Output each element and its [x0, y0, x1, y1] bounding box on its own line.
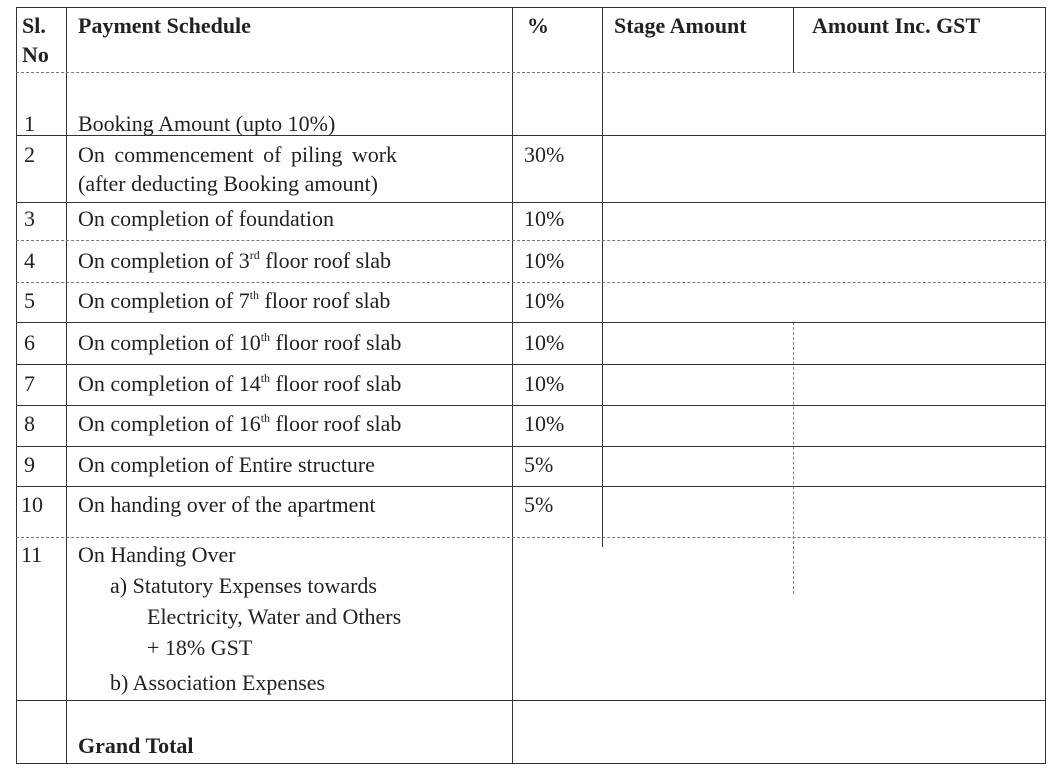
row-rule-11 [16, 700, 1046, 701]
header-rule [16, 72, 1046, 73]
row-8-pct: 10% [524, 411, 565, 436]
header-no: No [22, 42, 49, 67]
table-border-right [1045, 7, 1046, 763]
col-sep-desc [512, 7, 513, 763]
header-amount-inc-gst: Amount Inc. GST [812, 13, 981, 38]
header-payment-schedule: Payment Schedule [78, 13, 251, 38]
row-2-pct: 30% [524, 142, 565, 167]
row-rule-4 [16, 282, 1046, 283]
row-9-no: 9 [24, 452, 35, 477]
row-2-no: 2 [24, 142, 35, 167]
row-7-no: 7 [24, 371, 35, 396]
row-4-desc: On completion of 3rd floor roof slab [78, 248, 392, 273]
row-3-desc: On completion of foundation [78, 206, 335, 231]
row-11-sub-b: b) Association Expenses [110, 670, 326, 695]
row-rule-9 [16, 486, 1046, 487]
row-6-desc: On completion of 10th floor roof slab [78, 330, 402, 355]
row-rule-10 [16, 537, 1046, 538]
row-9-pct: 5% [524, 452, 554, 477]
row-2-desc-line2: (after deducting Booking amount) [78, 171, 378, 196]
row-rule-3 [16, 240, 1046, 241]
row-8-no: 8 [24, 411, 35, 436]
row-9-desc: On completion of Entire structure [78, 452, 375, 477]
header-stage-amount: Stage Amount [614, 13, 747, 38]
row-3-no: 3 [24, 206, 35, 231]
col-sep-sl [66, 7, 67, 763]
row-5-no: 5 [24, 288, 35, 313]
row-10-desc: On handing over of the apartment [78, 492, 376, 517]
row-4-pct: 10% [524, 248, 565, 273]
row-1-no: 1 [24, 111, 35, 136]
col-sep-stage [793, 7, 794, 72]
row-2-desc-line1: On commencement of piling work [78, 142, 398, 167]
row-rule-7 [16, 405, 1046, 406]
col-sep-stage-lower [793, 322, 794, 594]
row-5-desc: On completion of 7th floor roof slab [78, 288, 391, 313]
row-rule-5 [16, 322, 1046, 323]
row-8-desc: On completion of 16th floor roof slab [78, 411, 402, 436]
table-border-bottom [16, 763, 1046, 764]
col-sep-pct [602, 7, 603, 547]
row-4-no: 4 [24, 248, 35, 273]
row-rule-2 [16, 202, 1046, 203]
grand-total-label: Grand Total [78, 733, 194, 758]
row-11-no: 11 [21, 542, 43, 567]
row-1-desc: Booking Amount (upto 10%) [78, 111, 336, 136]
row-7-pct: 10% [524, 371, 565, 396]
row-6-pct: 10% [524, 330, 565, 355]
row-11-sub-a-line2: Electricity, Water and Others [147, 604, 402, 629]
row-7-desc: On completion of 14th floor roof slab [78, 371, 402, 396]
header-percent: % [527, 13, 549, 38]
row-5-pct: 10% [524, 288, 565, 313]
row-6-no: 6 [24, 330, 35, 355]
row-rule-8 [16, 446, 1046, 447]
row-11-sub-a-line1: a) Statutory Expenses towards [110, 573, 377, 598]
row-11-sub-a-line3: + 18% GST [147, 635, 253, 660]
row-11-desc: On Handing Over [78, 542, 236, 567]
row-10-pct: 5% [524, 492, 554, 517]
row-10-no: 10 [21, 492, 43, 517]
row-rule-6 [16, 364, 1046, 365]
header-sl: Sl. [22, 13, 46, 38]
table-border-left [16, 7, 17, 763]
row-3-pct: 10% [524, 206, 565, 231]
table-border-top [16, 7, 1046, 8]
